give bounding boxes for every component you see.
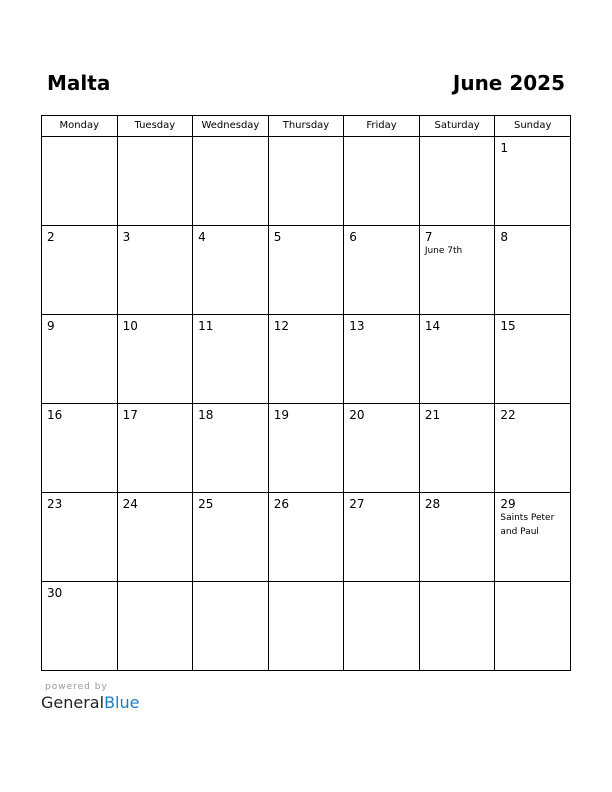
day-number: 22 <box>500 408 516 422</box>
day-cell <box>344 582 420 671</box>
day-cell <box>495 137 571 226</box>
day-cell <box>268 493 344 582</box>
day-cell <box>268 226 344 315</box>
day-cell <box>495 404 571 493</box>
day-cell <box>495 582 571 671</box>
weekday-header: Sunday <box>495 116 571 137</box>
day-number: 30 <box>47 586 63 600</box>
day-cell <box>268 404 344 493</box>
weekday-header: Tuesday <box>117 116 193 137</box>
day-cell <box>419 315 495 404</box>
day-number: 9 <box>47 319 55 333</box>
day-cell <box>268 137 344 226</box>
day-cell <box>344 137 420 226</box>
calendar-body <box>42 137 571 671</box>
day-number: 21 <box>424 408 441 422</box>
day-number: 14 <box>424 319 441 333</box>
day-cell <box>495 226 571 315</box>
day-cell <box>419 226 495 315</box>
day-number: 25 <box>198 497 214 511</box>
weekday-header: Saturday <box>419 116 495 137</box>
day-cell <box>117 226 193 315</box>
week-row <box>42 226 571 315</box>
week-row <box>42 493 571 582</box>
day-cell <box>42 315 118 404</box>
week-row <box>42 137 571 226</box>
weekday-header: Friday <box>344 116 420 137</box>
day-number: 18 <box>198 408 214 422</box>
day-cell <box>419 137 495 226</box>
day-number: 1 <box>500 141 509 155</box>
day-cell <box>117 137 193 226</box>
day-number: 7 <box>424 230 433 244</box>
day-number: 4 <box>198 230 206 244</box>
day-cell <box>42 226 118 315</box>
day-cell <box>495 315 571 404</box>
day-number: 23 <box>47 497 63 511</box>
powered-by-label: powered by <box>45 682 108 692</box>
day-number: 26 <box>273 497 289 511</box>
week-row <box>42 404 571 493</box>
day-number: 16 <box>47 408 63 422</box>
day-cell <box>344 226 420 315</box>
holiday-label: Saints Peter and Paul <box>500 513 555 537</box>
day-number: 3 <box>122 230 131 244</box>
logo-text-general: General <box>41 693 105 712</box>
day-cell <box>344 404 420 493</box>
generalblue-logo[interactable] <box>41 693 139 713</box>
day-cell <box>193 582 269 671</box>
day-number: 17 <box>122 408 138 422</box>
day-number: 11 <box>198 319 214 333</box>
day-number: 19 <box>273 408 289 422</box>
day-number: 12 <box>273 319 289 333</box>
day-cell <box>495 493 571 582</box>
day-number: 29 <box>500 497 516 511</box>
day-number: 2 <box>47 230 55 244</box>
day-cell <box>117 315 193 404</box>
month-year-title: June 2025 <box>452 71 565 95</box>
week-row <box>42 315 571 404</box>
day-cell <box>42 404 118 493</box>
weekday-header: Wednesday <box>193 116 269 137</box>
day-number: 10 <box>122 319 138 333</box>
day-cell <box>344 493 420 582</box>
weekday-header: Thursday <box>268 116 344 137</box>
weekday-header-row <box>42 116 571 137</box>
day-cell <box>42 582 118 671</box>
day-number: 5 <box>273 230 282 244</box>
day-cell <box>42 493 118 582</box>
day-cell <box>117 582 193 671</box>
logo-text-blue: Blue <box>104 693 140 712</box>
holiday-label: June 7th <box>424 246 463 256</box>
day-cell <box>419 404 495 493</box>
week-row <box>42 582 571 671</box>
country-title: Malta <box>47 71 111 95</box>
day-number: 20 <box>349 408 365 422</box>
day-cell <box>268 315 344 404</box>
day-cell <box>268 582 344 671</box>
day-number: 6 <box>349 230 357 244</box>
day-number: 8 <box>500 230 509 244</box>
day-number: 28 <box>424 497 441 511</box>
day-cell <box>419 582 495 671</box>
day-number: 13 <box>349 319 365 333</box>
day-cell <box>42 137 118 226</box>
day-cell <box>344 315 420 404</box>
weekday-header: Monday <box>42 116 118 137</box>
day-number: 15 <box>500 319 516 333</box>
day-cell <box>419 493 495 582</box>
day-cell <box>193 315 269 404</box>
day-cell <box>193 137 269 226</box>
day-cell <box>117 404 193 493</box>
day-cell <box>193 404 269 493</box>
day-cell <box>193 226 269 315</box>
calendar-grid <box>41 115 571 671</box>
day-cell <box>193 493 269 582</box>
day-number: 24 <box>122 497 138 511</box>
day-cell <box>117 493 193 582</box>
day-number: 27 <box>349 497 365 511</box>
